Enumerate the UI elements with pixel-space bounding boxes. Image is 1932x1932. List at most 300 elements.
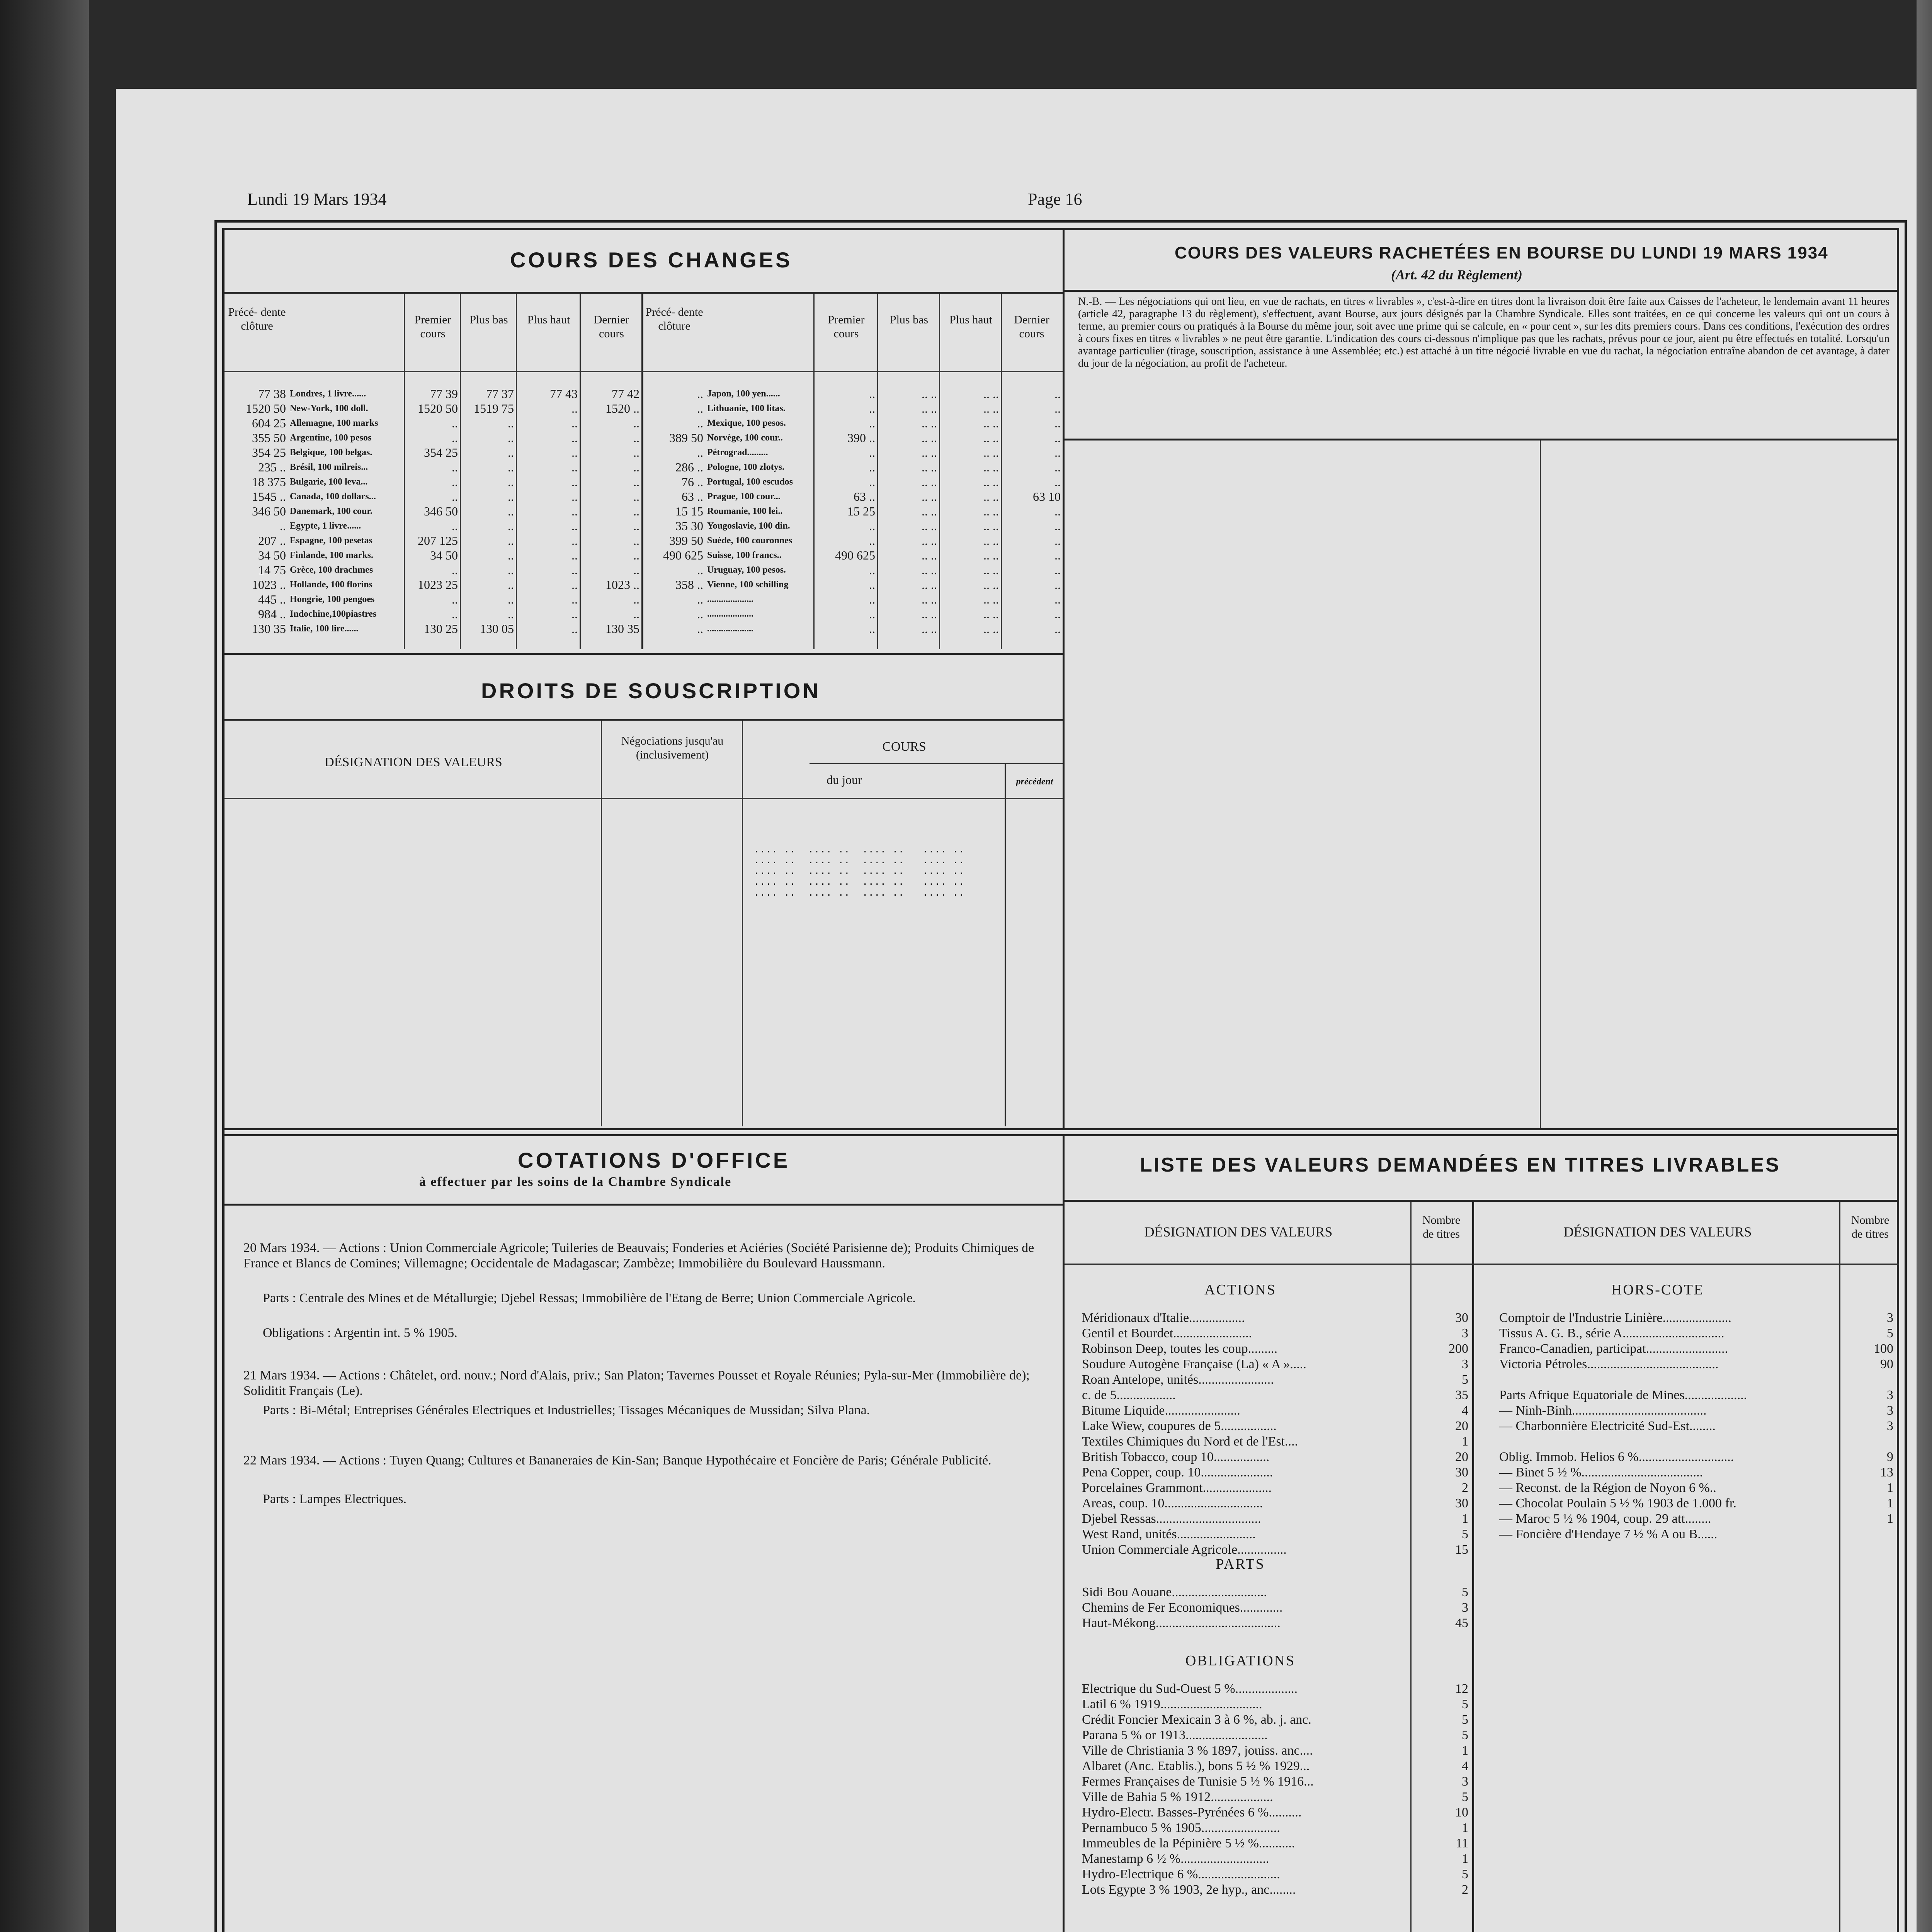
list-item-count: 5	[1462, 1867, 1468, 1881]
changes-cell: ..	[508, 416, 514, 430]
changes-cell: ..	[1054, 548, 1061, 562]
changes-cell: ..	[697, 607, 703, 621]
list-item: Textiles Chimiques du Nord et de l'Est....	[1082, 1434, 1298, 1449]
list-item-count: 5	[1462, 1790, 1468, 1804]
changes-cell: 207 ..	[258, 534, 286, 548]
list-item-count: 5	[1462, 1713, 1468, 1727]
col-first-2: Premier cours	[828, 313, 865, 340]
changes-cell: ..	[508, 460, 514, 474]
list-item-count: 5	[1462, 1372, 1468, 1387]
changes-cell: 490 625	[663, 548, 703, 562]
col-last-2: Dernier cours	[1014, 313, 1049, 340]
changes-cell: Japon, 100 yen......	[707, 389, 780, 399]
liste-oblig-names	[1082, 1681, 1314, 1897]
list-item: British Tobacco, coup 10.................	[1082, 1450, 1270, 1464]
binding-right	[1917, 0, 1932, 1932]
liste-parts-nb	[1414, 1584, 1468, 1631]
changes-cell-empty: .. ..	[922, 490, 937, 503]
list-item-count: 1	[1462, 1743, 1468, 1758]
droits-dots: .... .. .... .. .... .. .... .. .... .. .... .. .... .. .... .. .... .. .... .. .... .. .... .. .... .. .... .. .... .. .... .. .... .. .... .. .... .. .... ..	[753, 844, 965, 899]
changes-cell: ..	[1054, 519, 1061, 533]
liste-col-nombre: Nombre de titres	[1422, 1214, 1461, 1240]
changes-cell: 390 ..	[847, 431, 875, 445]
changes-cell: Uruguay, 100 pesos.	[707, 565, 786, 575]
changes-cell-empty: .. ..	[922, 519, 937, 533]
liste-col-designation-2: DÉSIGNATION DES VALEURS	[1563, 1224, 1752, 1240]
changes-cell: 207 125	[418, 534, 458, 548]
changes-title: COURS DES CHANGES	[510, 248, 793, 272]
list-item: Hydro-Electrique 6 %.........................	[1082, 1867, 1280, 1881]
list-item: Electrique du Sud-Ouest 5 %...................	[1082, 1682, 1298, 1696]
changes-cell: ..	[571, 563, 578, 577]
changes-cell: Prague, 100 cour...	[707, 492, 781, 502]
liste-title: LISTE DES VALEURS DEMANDÉES EN TITRES LIVRABLES	[1140, 1154, 1781, 1176]
changes-cell: Portugal, 100 escudos	[707, 477, 793, 487]
list-item-count: 3	[1887, 1311, 1893, 1325]
droits-title: DROITS DE SOUSCRIPTION	[481, 679, 821, 703]
changes-cell: ..	[1054, 460, 1061, 474]
changes-cell: ..	[452, 460, 458, 474]
header-page: Page 16	[1028, 190, 1082, 209]
list-item-count: 1	[1462, 1852, 1468, 1866]
cotations-p1: 20 Mars 1934. — Actions : Union Commerciale Agricole; Tuileries de Beauvais; Fonderies et Aciéries (Société Parisienne de); Produits Chimiques de France et Blancs de Comines; Villemagne; Occidentale de Madagascar; Zambèze; Immobilière du Boulevard Haussmann.	[243, 1241, 1034, 1270]
changes-cell-empty: .. ..	[983, 387, 999, 401]
changes-cell: 346 50	[424, 504, 458, 518]
changes-cell: 130 35	[252, 622, 286, 636]
cotations-p6: 22 Mars 1934. — Actions : Tuyen Quang; Cultures et Bananeraies de Kin-San; Banque Hypothécaire et Foncière de Paris; Générale Publicité.	[243, 1453, 992, 1468]
changes-cell: 399 50	[669, 534, 703, 548]
changes-cell: 130 25	[424, 622, 458, 636]
changes-cell: ..	[508, 578, 514, 592]
changes-cell: ..	[452, 416, 458, 430]
changes-cell: ..	[571, 431, 578, 445]
changes-cell: ..	[633, 592, 639, 606]
list-item-count: 30	[1455, 1496, 1468, 1510]
changes-cell: ..	[633, 460, 639, 474]
changes-cell-empty: .. ..	[922, 416, 937, 430]
list-item: Parana 5 % or 1913.........................	[1082, 1728, 1268, 1742]
changes-cell: 15 25	[847, 504, 875, 518]
changes-cell: ..	[571, 578, 578, 592]
changes-cell: ..	[869, 387, 875, 401]
changes-cell: ..	[508, 504, 514, 518]
changes-cell: ..	[1054, 607, 1061, 621]
changes-cell: ..	[1054, 446, 1061, 459]
list-item: Lake Wiew, coupures de 5.................	[1082, 1419, 1277, 1433]
list-item-count: 45	[1455, 1616, 1468, 1630]
changes-cell: ..	[571, 622, 578, 636]
cotations-p3: Obligations : Argentin int. 5 % 1905.	[263, 1326, 457, 1340]
changes-cell: ..	[1054, 387, 1061, 401]
changes-header-rule	[224, 292, 1063, 294]
changes-cell-empty: .. ..	[983, 401, 999, 415]
list-item: Areas, coup. 10..............................	[1082, 1496, 1263, 1510]
droits-col-negociations: Négociations jusqu'au (inclusivement)	[621, 735, 724, 761]
list-item: Lots Egypte 3 % 1903, 2e hyp., anc........	[1082, 1883, 1296, 1897]
changes-cell: 130 05	[480, 622, 514, 636]
list-item-count: 3	[1462, 1357, 1468, 1371]
list-item: Bitume Liquide.......................	[1082, 1403, 1240, 1418]
changes-cell-empty: .. ..	[983, 431, 999, 445]
changes-cell: ....................	[707, 609, 753, 619]
changes-cell: ..	[633, 607, 639, 621]
changes-cell: 1520 50	[418, 401, 458, 415]
changes-cell-empty: .. ..	[983, 592, 999, 606]
changes-cell: 490 625	[835, 548, 875, 562]
liste-hors-nb	[1843, 1310, 1893, 1542]
changes-cell: 389 50	[669, 431, 703, 445]
changes-cell: 354 25	[252, 446, 286, 459]
changes-cell: 77 37	[486, 387, 514, 401]
list-item: c. de 5..................	[1082, 1388, 1176, 1402]
changes-cell: 1023 ..	[252, 578, 286, 592]
changes-cell: 445 ..	[258, 592, 286, 606]
changes-cell: ..	[869, 416, 875, 430]
changes-cell: ..	[633, 534, 639, 548]
changes-cell: 34 50	[430, 548, 458, 562]
changes-cell: ..	[869, 534, 875, 548]
changes-cell-empty: .. ..	[983, 446, 999, 459]
droits-col-precedent: précédent	[1016, 777, 1053, 787]
changes-cell: Hongrie, 100 pengoes	[290, 594, 375, 604]
changes-cell-empty: .. ..	[922, 504, 937, 518]
list-item: — Chocolat Poulain 5 ½ % 1903 de 1.000 fr.	[1499, 1496, 1736, 1510]
col-prev-close: Précé- dente clôture	[228, 306, 286, 332]
rachetees-subtitle: (Art. 42 du Règlement)	[1391, 267, 1522, 282]
list-item-count: 2	[1462, 1481, 1468, 1495]
list-item: Hydro-Electr. Basses-Pyrénées 6 %..........	[1082, 1805, 1302, 1820]
changes-cell: 15 15	[675, 504, 703, 518]
liste-sec-parts: PARTS	[1216, 1556, 1265, 1572]
changes-cell: Pétrograd.........	[707, 447, 768, 457]
changes-cell: ..	[571, 534, 578, 548]
list-item-count: 1	[1887, 1496, 1893, 1510]
list-item-count: 1	[1462, 1821, 1468, 1835]
list-item-count: 9	[1887, 1450, 1893, 1464]
changes-cell: ..	[869, 563, 875, 577]
liste-sec-oblig: OBLIGATIONS	[1185, 1653, 1296, 1669]
changes-cell: ..	[571, 490, 578, 503]
list-item-count: 100	[1874, 1342, 1893, 1356]
list-item: West Rand, unités........................	[1082, 1527, 1256, 1541]
changes-cell: ..	[280, 519, 286, 533]
changes-cell-empty: .. ..	[983, 416, 999, 430]
list-item	[1499, 1372, 1747, 1387]
changes-cell: Pologne, 100 zlotys.	[707, 462, 784, 472]
list-item: Albaret (Anc. Etablis.), bons 5 ½ % 1929...	[1082, 1759, 1310, 1773]
changes-cell: ..	[633, 504, 639, 518]
changes-cell: ..	[869, 460, 875, 474]
changes-cell: 77 42	[612, 387, 639, 401]
changes-cell: ..	[1054, 431, 1061, 445]
changes-cell: Suisse, 100 francs..	[707, 550, 782, 560]
list-item: Oblig. Immob. Helios 6 %.............................	[1499, 1450, 1734, 1464]
droits-col-cours: COURS	[882, 740, 926, 754]
changes-cell: ..	[633, 416, 639, 430]
changes-cell: 1545 ..	[252, 490, 286, 503]
changes-cell-empty: .. ..	[922, 607, 937, 621]
list-item-count: 20	[1455, 1419, 1468, 1433]
changes-cell: 1023 ..	[605, 578, 639, 592]
changes-cell: ..	[633, 446, 639, 459]
changes-cell: ..	[869, 578, 875, 592]
changes-cell-empty: .. ..	[983, 504, 999, 518]
changes-cell: Italie, 100 lire......	[290, 624, 359, 634]
col-high: Plus haut	[527, 313, 570, 326]
list-item-count	[1843, 1526, 1893, 1542]
changes-cell: ..	[1054, 504, 1061, 518]
changes-cell: 235 ..	[258, 460, 286, 474]
changes-cell: ..	[697, 416, 703, 430]
changes-cell: 1520 50	[246, 401, 286, 415]
changes-cell: ..	[869, 475, 875, 489]
changes-cell: Suède, 100 couronnes	[707, 536, 793, 546]
col-prev-close-2: Précé- dente clôture	[645, 306, 703, 332]
changes-cell: 63 10	[1033, 490, 1061, 503]
list-item: Crédit Foncier Mexicain 3 à 6 %, ab. j. anc.	[1082, 1713, 1311, 1727]
liste-oblig-nb	[1414, 1681, 1468, 1897]
changes-cell: ..	[1054, 592, 1061, 606]
changes-cell: ..	[869, 592, 875, 606]
cotations-p4: 21 Mars 1934. — Actions : Châtelet, ord. nouv.; Nord d'Alais, priv.; San Platon; Tavernes Pousset et Royale Réunies; Pyla-sur-Mer (Immobilière de); Soliditit Français (Le).	[243, 1368, 1030, 1398]
changes-cell: Vienne, 100 schilling	[707, 580, 789, 590]
cotations-title: COTATIONS D'OFFICE	[518, 1148, 790, 1172]
changes-cell: ..	[697, 563, 703, 577]
changes-cell: ..	[452, 490, 458, 503]
main-vertical-divider	[1063, 230, 1065, 1130]
list-item: Immeubles de la Pépinière 5 ½ %...........	[1082, 1836, 1295, 1850]
changes-cell: 358 ..	[675, 578, 703, 592]
changes-cell: ..	[571, 446, 578, 459]
changes-cell: 355 50	[252, 431, 286, 445]
list-item: Comptoir de l'Industrie Linière.....................	[1499, 1311, 1732, 1325]
list-item-count: 5	[1462, 1728, 1468, 1742]
list-item-count: 1	[1887, 1481, 1893, 1495]
changes-cell-empty: .. ..	[983, 578, 999, 592]
cotations-p7: Parts : Lampes Electriques.	[263, 1492, 407, 1506]
changes-cell: ..	[508, 446, 514, 459]
list-item-count: 13	[1880, 1465, 1893, 1480]
top-shadow	[89, 0, 1917, 93]
changes-cell: Hollande, 100 florins	[290, 580, 373, 590]
list-item-count: 5	[1462, 1697, 1468, 1711]
list-item: Pena Copper, coup. 10......................	[1082, 1465, 1273, 1480]
changes-cell: ....................	[707, 624, 753, 634]
changes-cell: ..	[452, 592, 458, 606]
changes-cell-empty: .. ..	[922, 401, 937, 415]
changes-cell: ....................	[707, 594, 753, 604]
changes-cell: ..	[571, 519, 578, 533]
changes-cell: ..	[571, 416, 578, 430]
changes-cell: Espagne, 100 pesetas	[290, 536, 373, 546]
list-item-count: 3	[1887, 1403, 1893, 1418]
changes-cell: Grèce, 100 drachmes	[290, 565, 373, 575]
changes-cell: ..	[1054, 563, 1061, 577]
cotations-p2: Parts : Centrale des Mines et de Métallurgie; Djebel Ressas; Immobilière de l'Etang de Berre; Union Commerciale Agricole.	[263, 1291, 916, 1305]
changes-cell: 1519 75	[474, 401, 514, 415]
changes-cell: Canada, 100 dollars...	[290, 492, 376, 502]
changes-cell: 354 25	[424, 446, 458, 459]
list-item: Haut-Mékong......................................	[1082, 1616, 1281, 1630]
changes-cell: ..	[571, 592, 578, 606]
binding-left	[0, 0, 89, 1932]
changes-cell: 130 35	[605, 622, 639, 636]
col-low: Plus bas	[469, 313, 508, 326]
changes-cell-empty: .. ..	[922, 563, 937, 577]
list-item-count: 90	[1880, 1357, 1893, 1371]
col-high-2: Plus haut	[949, 313, 992, 326]
list-item-count: 1	[1462, 1512, 1468, 1526]
droits-col-du-jour: du jour	[827, 773, 862, 787]
changes-cell-empty: .. ..	[922, 446, 937, 459]
changes-cell: Mexique, 100 pesos.	[707, 418, 786, 428]
changes-cell: Brésil, 100 milreis...	[290, 462, 368, 472]
changes-cell: ..	[697, 387, 703, 401]
changes-cell: ..	[869, 622, 875, 636]
changes-cell: ..	[452, 431, 458, 445]
list-item-count	[1843, 1372, 1893, 1387]
changes-cell: ..	[869, 401, 875, 415]
changes-cell: ..	[508, 592, 514, 606]
changes-cell-empty: .. ..	[983, 519, 999, 533]
liste-col-designation: DÉSIGNATION DES VALEURS	[1144, 1224, 1333, 1240]
changes-cell: 346 50	[252, 504, 286, 518]
list-item-count: 3	[1462, 1600, 1468, 1615]
list-item-count: 20	[1455, 1450, 1468, 1464]
list-item-count: 200	[1449, 1342, 1468, 1356]
list-item-count: 5	[1462, 1527, 1468, 1541]
list-item: Soudure Autogène Française (La) « A ».....	[1082, 1357, 1306, 1371]
list-item: Porcelaines Grammont.....................	[1082, 1481, 1272, 1495]
changes-cell: Indochine,100piastres	[290, 609, 377, 619]
changes-cell: ..	[1054, 622, 1061, 636]
changes-cell: ..	[452, 607, 458, 621]
changes-cell-empty: .. ..	[922, 387, 937, 401]
list-item-count: 3	[1887, 1419, 1893, 1433]
list-item-count	[1843, 1434, 1893, 1449]
list-item: Parts Afrique Equatoriale de Mines...................	[1499, 1388, 1747, 1402]
changes-cell: ..	[508, 548, 514, 562]
changes-cell: ..	[633, 431, 639, 445]
changes-cell: 984 ..	[258, 607, 286, 621]
changes-cell: ..	[869, 446, 875, 459]
changes-cell-empty: .. ..	[922, 460, 937, 474]
changes-cell: ..	[1054, 416, 1061, 430]
changes-cell: 604 25	[252, 416, 286, 430]
changes-cell: 18 375	[252, 475, 286, 489]
cotations-subtitle: à effectuer par les soins de la Chambre Syndicale	[419, 1175, 732, 1189]
rachetees-note: N.-B. — Les négociations qui ont lieu, en vue de rachats, en titres « livrables », c'est-à-dire en titres dont la livraison doit être faite aux Caisses de l'acheteur, le lendemain avant 11 heures (article 42, paragraphe 13 du règlement), s'effectuent, avant Bourse, aux jours désignés par la Chambre Syndicale. Elles sont traitées, en ce qui concerne les valeurs qui ont un cours à terme, au premier cours ou pratiqués à la Bourse du même jour, soit avec une prime qui se calcule, en « pour cent », sur les dits premiers cours. Dans ces conditions, l'exécution des ordres à cours fixes en titres « livrables » ne peut être garantie. L'indication des cours ci-dessous n'implique pas que les rachats, prévus pour ce jour, aient pu être effectués en totalité. Lorsqu'un avantage particulier (tirage, souscription, assistance à une Assemblée; etc.) est attaché à un titre négocié livrable en vue du rachat, la négociation entraîne abandon de cet avantage, à dater du jour de la négociation, au profit de l'acheteur.	[1078, 296, 1889, 369]
changes-cell: 63 ..	[682, 490, 703, 503]
changes-cell: ..	[508, 534, 514, 548]
changes-cell: 63 ..	[854, 490, 875, 503]
changes-cell: Lithuanie, 100 litas.	[707, 403, 786, 413]
list-item-count: 3	[1887, 1388, 1893, 1402]
changes-cell: ..	[452, 519, 458, 533]
col-first: Premier cours	[414, 313, 451, 340]
changes-cell: ..	[1054, 534, 1061, 548]
changes-cell: ..	[508, 563, 514, 577]
changes-cell: Finlande, 100 marks.	[290, 550, 374, 560]
changes-cell: ..	[571, 401, 578, 415]
list-item: Roan Antelope, unités.......................	[1082, 1372, 1274, 1387]
liste-sec-hors: HORS-COTE	[1611, 1282, 1704, 1298]
liste-parts-names	[1082, 1584, 1282, 1631]
list-item: — Binet 5 ½ %.....................................	[1499, 1465, 1703, 1480]
changes-cell-empty: .. ..	[922, 592, 937, 606]
changes-cell: Egypte, 1 livre......	[290, 521, 361, 531]
liste-hors-names	[1499, 1310, 1747, 1542]
list-item: Fermes Françaises de Tunisie 5 ½ % 1916...	[1082, 1774, 1314, 1789]
changes-cell: ..	[452, 475, 458, 489]
changes-cell-empty: .. ..	[922, 534, 937, 548]
list-item: Pernambuco 5 % 1905........................	[1082, 1821, 1280, 1835]
changes-cell: Allemagne, 100 marks	[290, 418, 378, 428]
col-last: Dernier cours	[594, 313, 629, 340]
list-item: Franco-Canadien, participat.........................	[1499, 1342, 1728, 1356]
list-item: Chemins de Fer Economiques.............	[1082, 1600, 1283, 1615]
changes-cell: Londres, 1 livre......	[290, 389, 366, 399]
header-date: Lundi 19 Mars 1934	[247, 190, 387, 209]
list-item: Ville de Bahia 5 % 1912...................	[1082, 1790, 1273, 1804]
changes-cell: ..	[1054, 578, 1061, 592]
changes-cell: ..	[697, 592, 703, 606]
changes-cell-empty: .. ..	[983, 460, 999, 474]
changes-cell-empty: .. ..	[983, 563, 999, 577]
list-item-count: 5	[1887, 1326, 1893, 1340]
changes-cell-empty: .. ..	[983, 490, 999, 503]
changes-cell: 77 39	[430, 387, 458, 401]
changes-cell-empty: .. ..	[922, 475, 937, 489]
list-item-count: 1	[1887, 1512, 1893, 1526]
changes-cell: ..	[508, 431, 514, 445]
rachetees-title: COURS DES VALEURS RACHETÉES EN BOURSE DU LUNDI 19 MARS 1934	[1175, 243, 1828, 262]
liste-col-nombre-2: Nombre de titres	[1851, 1214, 1889, 1240]
changes-cell: Roumanie, 100 lei..	[707, 506, 783, 516]
changes-cell: 1520 ..	[605, 401, 639, 415]
list-item: Manestamp 6 ½ %...........................	[1082, 1852, 1269, 1866]
changes-cell: ..	[633, 475, 639, 489]
list-item	[1499, 1434, 1747, 1449]
changes-cell: ..	[508, 475, 514, 489]
changes-cell: ..	[571, 460, 578, 474]
changes-cell: ..	[508, 490, 514, 503]
changes-cell-empty: .. ..	[983, 622, 999, 636]
list-item: — Foncière d'Hendaye 7 ½ % A ou B......	[1499, 1527, 1718, 1541]
changes-cell: Belgique, 100 belgas.	[290, 447, 372, 457]
list-item-count: 35	[1455, 1388, 1468, 1402]
list-item: Latil 6 % 1919...............................	[1082, 1697, 1262, 1711]
list-item-count: 4	[1462, 1759, 1468, 1773]
liste-actions-names	[1082, 1310, 1306, 1557]
list-item-count: 10	[1455, 1805, 1468, 1820]
changes-cell-empty: .. ..	[983, 548, 999, 562]
changes-cell: Bulgarie, 100 leva...	[290, 477, 368, 487]
list-item: Victoria Pétroles........................................	[1499, 1357, 1719, 1371]
changes-cell-empty: .. ..	[922, 622, 937, 636]
liste-sec-actions: ACTIONS	[1204, 1282, 1276, 1298]
list-item-count: 4	[1462, 1403, 1468, 1418]
changes-cell: ..	[697, 401, 703, 415]
list-item-count: 5	[1462, 1585, 1468, 1599]
changes-cell: ..	[633, 519, 639, 533]
col-low-2: Plus bas	[889, 313, 929, 326]
liste-actions-nb	[1414, 1310, 1468, 1557]
changes-cell: ..	[633, 548, 639, 562]
list-item: Union Commerciale Agricole...............	[1082, 1543, 1287, 1557]
changes-cell-empty: .. ..	[983, 607, 999, 621]
changes-cell: ..	[633, 490, 639, 503]
